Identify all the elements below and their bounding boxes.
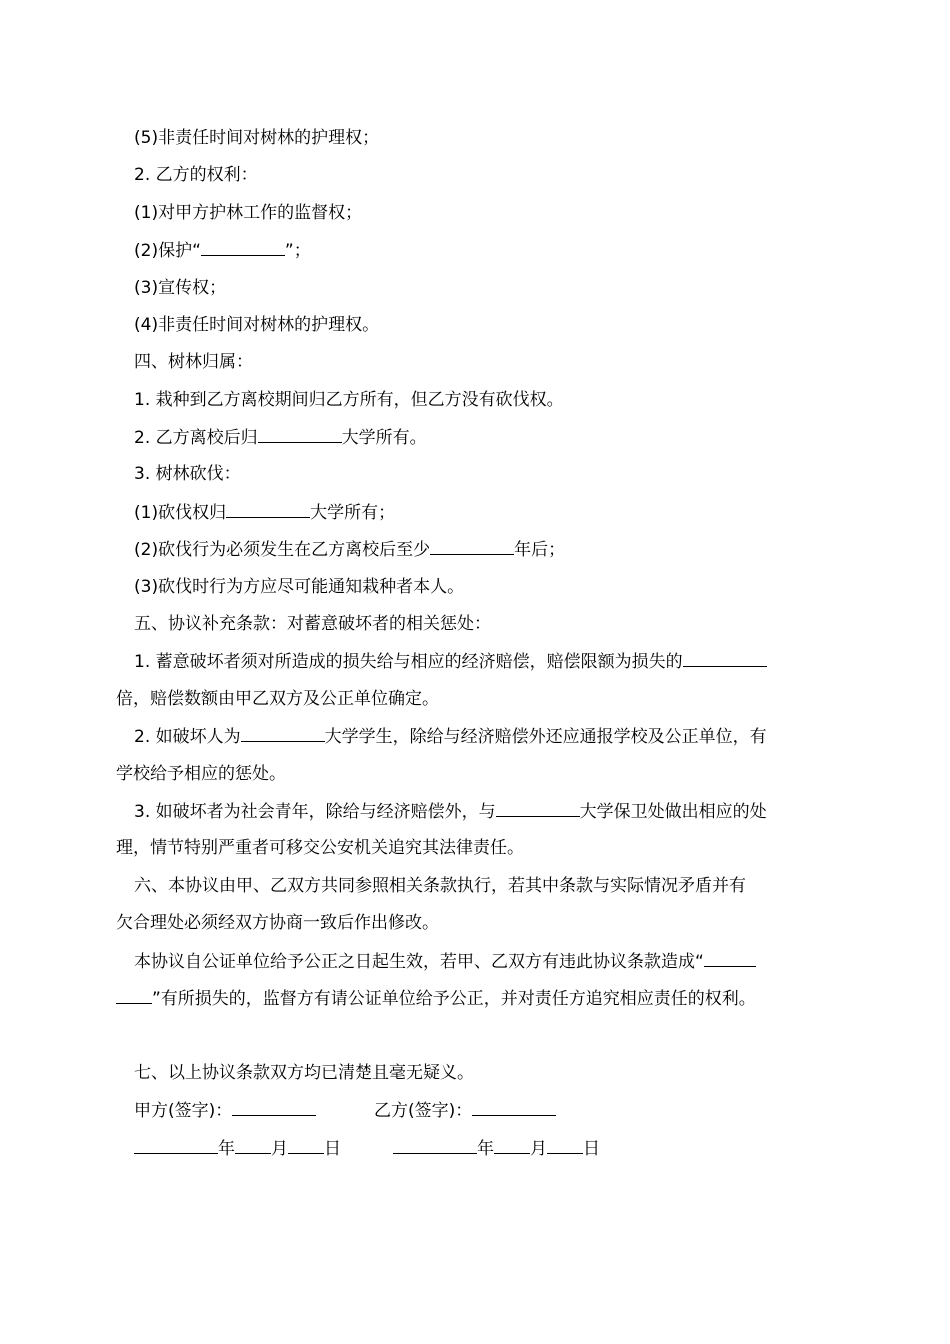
section-heading: 2. 乙方的权利：	[134, 165, 258, 185]
clause-line: (2)保护“ ”；	[134, 238, 894, 263]
clause-line: (3)砍伐时行为方应尽可能通知栽种者本人。	[134, 577, 465, 597]
section-heading: 3. 树林砍伐：	[134, 464, 241, 484]
month-blank	[235, 1136, 271, 1154]
clause-line: 欠合理处必须经双方协商一致后作出修改。	[116, 913, 439, 933]
clause-line: 2. 乙方离校后归 大学所有。	[134, 425, 894, 450]
fill-blank	[116, 986, 152, 1004]
section-heading: 七、以上协议条款双方均已清楚且毫无疑义。	[134, 1063, 474, 1083]
section-heading: 四、树林归属：	[134, 352, 253, 372]
section-heading: 六、本协议由甲、乙双方共同参照相关条款执行，若其中条款与实际情况矛盾并有	[134, 876, 746, 896]
section-heading: 五、协议补充条款：对蓄意破坏者的相关惩处：	[134, 614, 491, 634]
clause-line: 3. 如破坏者为社会青年，除给与经济赔偿外，与 大学保卫处做出相应的处	[134, 799, 894, 824]
clause-line: (1)砍伐权归 大学所有；	[134, 500, 894, 525]
year-blank	[393, 1136, 477, 1154]
fill-blank	[683, 649, 767, 667]
clause-line: 理，情节特别严重者可移交公安机关追究其法律责任。	[116, 838, 524, 858]
fill-blank	[241, 724, 325, 742]
clause-line: 1. 栽种到乙方离校期间归乙方所有，但乙方没有砍伐权。	[134, 390, 564, 410]
fill-blank	[201, 238, 285, 256]
fill-blank	[430, 537, 514, 555]
clause-line: (2)砍伐行为必须发生在乙方离校后至少 年后；	[134, 537, 894, 562]
clause-line: 2. 如破坏人为 大学学生，除给与经济赔偿外还应通报学校及公正单位，有	[134, 724, 894, 749]
fill-blank	[704, 949, 756, 967]
fill-blank	[226, 500, 310, 518]
clause-line: (1)对甲方护林工作的监督权；	[134, 203, 363, 223]
signature-blank	[472, 1098, 556, 1116]
clause-line: 学校给予相应的惩处。	[116, 764, 286, 784]
day-blank	[288, 1136, 324, 1154]
year-blank	[134, 1136, 218, 1154]
fill-blank	[496, 799, 580, 817]
clause-line: (5)非责任时间对树林的护理权；	[134, 128, 380, 148]
clause-line: (3)宣传权；	[134, 278, 227, 298]
fill-blank	[258, 425, 342, 443]
signature-blank	[232, 1098, 316, 1116]
day-blank	[547, 1136, 583, 1154]
party-a-date: 年 月 日	[134, 1136, 341, 1161]
clause-line: 本协议自公证单位给予公正之日起生效，若甲、乙双方有违此协议条款造成“	[134, 949, 894, 974]
clause-line: 倍，赔偿数额由甲乙双方及公正单位确定。	[116, 689, 439, 709]
clause-line: ”有所损失的，监督方有请公证单位给予公正，并对责任方追究相应责任的权利。	[116, 986, 876, 1011]
clause-line: (4)非责任时间对树林的护理权。	[134, 315, 380, 335]
party-b-date: 年 月 日	[393, 1136, 600, 1161]
party-b-signature: 乙方(签字)：	[374, 1098, 556, 1123]
month-blank	[494, 1136, 530, 1154]
clause-line: 1. 蓄意破坏者须对所造成的损失给与相应的经济赔偿，赔偿限额为损失的	[134, 649, 894, 674]
party-a-signature: 甲方(签字)：	[134, 1098, 316, 1123]
